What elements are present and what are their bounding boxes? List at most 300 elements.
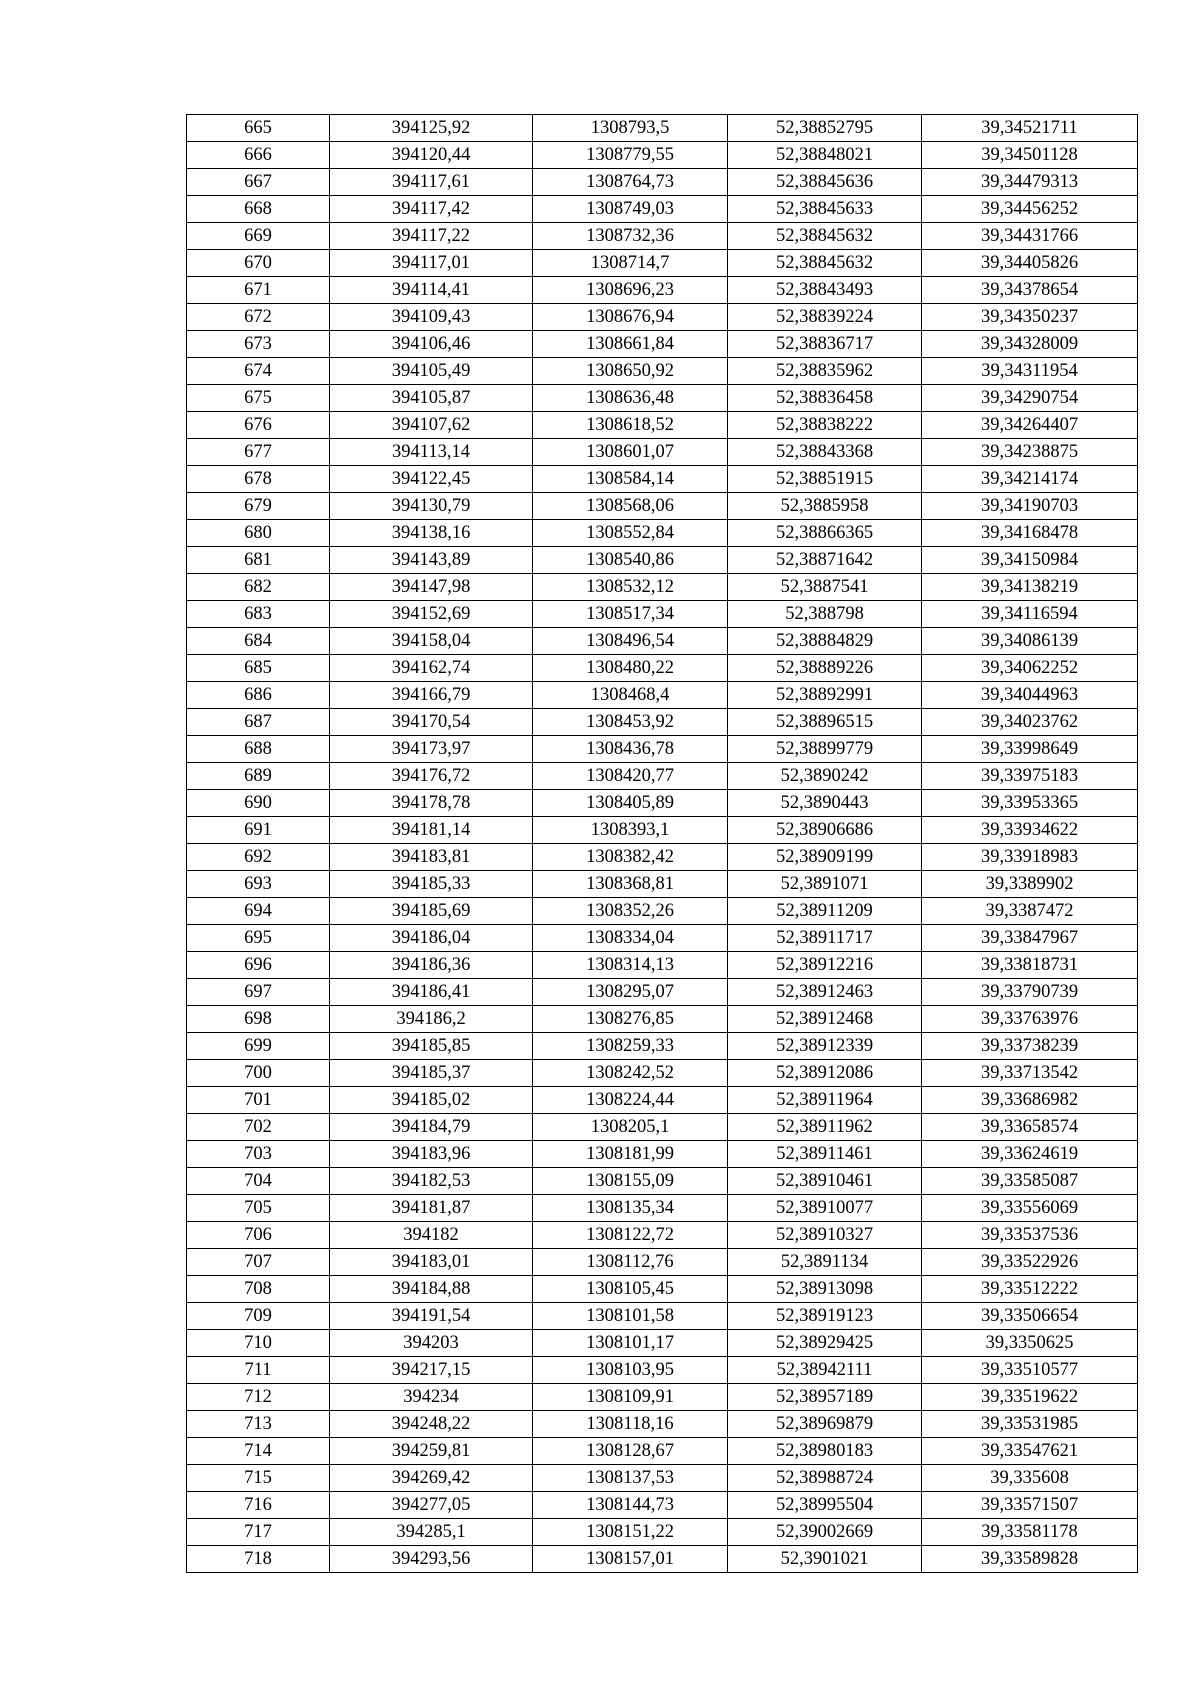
x-coordinate-cell: 394147,98 — [330, 574, 533, 601]
y-coordinate-cell: 1308122,72 — [533, 1222, 728, 1249]
latitude-cell: 52,38892991 — [728, 682, 922, 709]
table-row — [187, 1357, 1138, 1384]
point-number-cell: 690 — [187, 790, 330, 817]
latitude-cell: 52,38911964 — [728, 1087, 922, 1114]
table-row — [187, 412, 1138, 439]
y-coordinate-cell: 1308295,07 — [533, 979, 728, 1006]
latitude-cell: 52,3887541 — [728, 574, 922, 601]
longitude-cell: 39,33531985 — [922, 1411, 1138, 1438]
y-coordinate-cell: 1308105,45 — [533, 1276, 728, 1303]
longitude-cell: 39,33589828 — [922, 1546, 1138, 1573]
longitude-cell: 39,34378654 — [922, 277, 1138, 304]
latitude-cell: 52,3891071 — [728, 871, 922, 898]
longitude-cell: 39,33581178 — [922, 1519, 1138, 1546]
y-coordinate-cell: 1308157,01 — [533, 1546, 728, 1573]
y-coordinate-cell: 1308276,85 — [533, 1006, 728, 1033]
y-coordinate-cell: 1308118,16 — [533, 1411, 728, 1438]
y-coordinate-cell: 1308696,23 — [533, 277, 728, 304]
y-coordinate-cell: 1308552,84 — [533, 520, 728, 547]
x-coordinate-cell: 394181,87 — [330, 1195, 533, 1222]
latitude-cell: 52,38912086 — [728, 1060, 922, 1087]
x-coordinate-cell: 394293,56 — [330, 1546, 533, 1573]
table-row — [187, 925, 1138, 952]
y-coordinate-cell: 1308749,03 — [533, 196, 728, 223]
coordinates-table — [186, 114, 1138, 1573]
longitude-cell: 39,33537536 — [922, 1222, 1138, 1249]
longitude-cell: 39,34190703 — [922, 493, 1138, 520]
y-coordinate-cell: 1308584,14 — [533, 466, 728, 493]
longitude-cell: 39,33519622 — [922, 1384, 1138, 1411]
x-coordinate-cell: 394105,87 — [330, 385, 533, 412]
longitude-cell: 39,34214174 — [922, 466, 1138, 493]
latitude-cell: 52,38912468 — [728, 1006, 922, 1033]
point-number-cell: 696 — [187, 952, 330, 979]
y-coordinate-cell: 1308601,07 — [533, 439, 728, 466]
table-row — [187, 277, 1138, 304]
latitude-cell: 52,38910077 — [728, 1195, 922, 1222]
point-number-cell: 694 — [187, 898, 330, 925]
x-coordinate-cell: 394185,85 — [330, 1033, 533, 1060]
latitude-cell: 52,38988724 — [728, 1465, 922, 1492]
y-coordinate-cell: 1308676,94 — [533, 304, 728, 331]
table-row — [187, 1492, 1138, 1519]
latitude-cell: 52,38912216 — [728, 952, 922, 979]
longitude-cell: 39,33686982 — [922, 1087, 1138, 1114]
x-coordinate-cell: 394173,97 — [330, 736, 533, 763]
latitude-cell: 52,38957189 — [728, 1384, 922, 1411]
x-coordinate-cell: 394185,02 — [330, 1087, 533, 1114]
point-number-cell: 681 — [187, 547, 330, 574]
longitude-cell: 39,33556069 — [922, 1195, 1138, 1222]
longitude-cell: 39,33998649 — [922, 736, 1138, 763]
point-number-cell: 666 — [187, 142, 330, 169]
table-row — [187, 169, 1138, 196]
point-number-cell: 683 — [187, 601, 330, 628]
longitude-cell: 39,33658574 — [922, 1114, 1138, 1141]
x-coordinate-cell: 394184,88 — [330, 1276, 533, 1303]
x-coordinate-cell: 394122,45 — [330, 466, 533, 493]
x-coordinate-cell: 394269,42 — [330, 1465, 533, 1492]
latitude-cell: 52,38845632 — [728, 250, 922, 277]
y-coordinate-cell: 1308103,95 — [533, 1357, 728, 1384]
longitude-cell: 39,34405826 — [922, 250, 1138, 277]
table-row — [187, 817, 1138, 844]
table-row — [187, 331, 1138, 358]
table-row — [187, 790, 1138, 817]
y-coordinate-cell: 1308650,92 — [533, 358, 728, 385]
table-row — [187, 628, 1138, 655]
table-row — [187, 1168, 1138, 1195]
x-coordinate-cell: 394186,36 — [330, 952, 533, 979]
latitude-cell: 52,38910461 — [728, 1168, 922, 1195]
table-row — [187, 115, 1138, 142]
longitude-cell: 39,34116594 — [922, 601, 1138, 628]
point-number-cell: 711 — [187, 1357, 330, 1384]
table-row — [187, 547, 1138, 574]
x-coordinate-cell: 394234 — [330, 1384, 533, 1411]
y-coordinate-cell: 1308496,54 — [533, 628, 728, 655]
point-number-cell: 691 — [187, 817, 330, 844]
table-row — [187, 493, 1138, 520]
latitude-cell: 52,38884829 — [728, 628, 922, 655]
y-coordinate-cell: 1308137,53 — [533, 1465, 728, 1492]
latitude-cell: 52,38835962 — [728, 358, 922, 385]
latitude-cell: 52,38845632 — [728, 223, 922, 250]
latitude-cell: 52,38836458 — [728, 385, 922, 412]
x-coordinate-cell: 394186,04 — [330, 925, 533, 952]
longitude-cell: 39,33975183 — [922, 763, 1138, 790]
latitude-cell: 52,3890443 — [728, 790, 922, 817]
table-row — [187, 250, 1138, 277]
y-coordinate-cell: 1308540,86 — [533, 547, 728, 574]
table-row — [187, 844, 1138, 871]
x-coordinate-cell: 394138,16 — [330, 520, 533, 547]
x-coordinate-cell: 394203 — [330, 1330, 533, 1357]
point-number-cell: 682 — [187, 574, 330, 601]
point-number-cell: 707 — [187, 1249, 330, 1276]
table-row — [187, 358, 1138, 385]
x-coordinate-cell: 394182,53 — [330, 1168, 533, 1195]
table-row — [187, 1303, 1138, 1330]
x-coordinate-cell: 394130,79 — [330, 493, 533, 520]
point-number-cell: 701 — [187, 1087, 330, 1114]
x-coordinate-cell: 394152,69 — [330, 601, 533, 628]
x-coordinate-cell: 394113,14 — [330, 439, 533, 466]
y-coordinate-cell: 1308368,81 — [533, 871, 728, 898]
x-coordinate-cell: 394117,22 — [330, 223, 533, 250]
table-row — [187, 1330, 1138, 1357]
table-row — [187, 1006, 1138, 1033]
table-row — [187, 439, 1138, 466]
latitude-cell: 52,38852795 — [728, 115, 922, 142]
longitude-cell: 39,33847967 — [922, 925, 1138, 952]
point-number-cell: 680 — [187, 520, 330, 547]
x-coordinate-cell: 394105,49 — [330, 358, 533, 385]
x-coordinate-cell: 394117,61 — [330, 169, 533, 196]
point-number-cell: 692 — [187, 844, 330, 871]
y-coordinate-cell: 1308436,78 — [533, 736, 728, 763]
table-row — [187, 1519, 1138, 1546]
x-coordinate-cell: 394114,41 — [330, 277, 533, 304]
x-coordinate-cell: 394107,62 — [330, 412, 533, 439]
x-coordinate-cell: 394117,01 — [330, 250, 533, 277]
latitude-cell: 52,38851915 — [728, 466, 922, 493]
latitude-cell: 52,38889226 — [728, 655, 922, 682]
y-coordinate-cell: 1308112,76 — [533, 1249, 728, 1276]
point-number-cell: 669 — [187, 223, 330, 250]
y-coordinate-cell: 1308101,17 — [533, 1330, 728, 1357]
table-row — [187, 736, 1138, 763]
y-coordinate-cell: 1308732,36 — [533, 223, 728, 250]
x-coordinate-cell: 394185,33 — [330, 871, 533, 898]
point-number-cell: 671 — [187, 277, 330, 304]
point-number-cell: 672 — [187, 304, 330, 331]
latitude-cell: 52,38910327 — [728, 1222, 922, 1249]
latitude-cell: 52,38969879 — [728, 1411, 922, 1438]
y-coordinate-cell: 1308334,04 — [533, 925, 728, 952]
x-coordinate-cell: 394248,22 — [330, 1411, 533, 1438]
table-row — [187, 1465, 1138, 1492]
latitude-cell: 52,38845636 — [728, 169, 922, 196]
longitude-cell: 39,34086139 — [922, 628, 1138, 655]
point-number-cell: 665 — [187, 115, 330, 142]
x-coordinate-cell: 394185,69 — [330, 898, 533, 925]
point-number-cell: 717 — [187, 1519, 330, 1546]
point-number-cell: 699 — [187, 1033, 330, 1060]
x-coordinate-cell: 394106,46 — [330, 331, 533, 358]
y-coordinate-cell: 1308242,52 — [533, 1060, 728, 1087]
longitude-cell: 39,34044963 — [922, 682, 1138, 709]
point-number-cell: 714 — [187, 1438, 330, 1465]
y-coordinate-cell: 1308468,4 — [533, 682, 728, 709]
latitude-cell: 52,38995504 — [728, 1492, 922, 1519]
x-coordinate-cell: 394181,14 — [330, 817, 533, 844]
point-number-cell: 670 — [187, 250, 330, 277]
x-coordinate-cell: 394259,81 — [330, 1438, 533, 1465]
x-coordinate-cell: 394143,89 — [330, 547, 533, 574]
point-number-cell: 713 — [187, 1411, 330, 1438]
point-number-cell: 709 — [187, 1303, 330, 1330]
point-number-cell: 715 — [187, 1465, 330, 1492]
point-number-cell: 677 — [187, 439, 330, 466]
longitude-cell: 39,34456252 — [922, 196, 1138, 223]
y-coordinate-cell: 1308144,73 — [533, 1492, 728, 1519]
table-row — [187, 952, 1138, 979]
latitude-cell: 52,38929425 — [728, 1330, 922, 1357]
latitude-cell: 52,38848021 — [728, 142, 922, 169]
latitude-cell: 52,38911209 — [728, 898, 922, 925]
longitude-cell: 39,34238875 — [922, 439, 1138, 466]
x-coordinate-cell: 394185,37 — [330, 1060, 533, 1087]
longitude-cell: 39,34501128 — [922, 142, 1138, 169]
point-number-cell: 679 — [187, 493, 330, 520]
table-row — [187, 142, 1138, 169]
x-coordinate-cell: 394217,15 — [330, 1357, 533, 1384]
y-coordinate-cell: 1308661,84 — [533, 331, 728, 358]
table-row — [187, 1222, 1138, 1249]
x-coordinate-cell: 394183,96 — [330, 1141, 533, 1168]
latitude-cell: 52,3891134 — [728, 1249, 922, 1276]
x-coordinate-cell: 394166,79 — [330, 682, 533, 709]
y-coordinate-cell: 1308135,34 — [533, 1195, 728, 1222]
latitude-cell: 52,38836717 — [728, 331, 922, 358]
latitude-cell: 52,3890242 — [728, 763, 922, 790]
table-row — [187, 1276, 1138, 1303]
point-number-cell: 678 — [187, 466, 330, 493]
point-number-cell: 674 — [187, 358, 330, 385]
latitude-cell: 52,38871642 — [728, 547, 922, 574]
y-coordinate-cell: 1308352,26 — [533, 898, 728, 925]
x-coordinate-cell: 394186,41 — [330, 979, 533, 1006]
table-row — [187, 871, 1138, 898]
longitude-cell: 39,34311954 — [922, 358, 1138, 385]
y-coordinate-cell: 1308714,7 — [533, 250, 728, 277]
longitude-cell: 39,33624619 — [922, 1141, 1138, 1168]
y-coordinate-cell: 1308568,06 — [533, 493, 728, 520]
point-number-cell: 673 — [187, 331, 330, 358]
table-row — [187, 223, 1138, 250]
longitude-cell: 39,34521711 — [922, 115, 1138, 142]
table-row — [187, 520, 1138, 547]
table-row — [187, 1060, 1138, 1087]
longitude-cell: 39,34138219 — [922, 574, 1138, 601]
y-coordinate-cell: 1308259,33 — [533, 1033, 728, 1060]
x-coordinate-cell: 394120,44 — [330, 142, 533, 169]
point-number-cell: 700 — [187, 1060, 330, 1087]
y-coordinate-cell: 1308420,77 — [533, 763, 728, 790]
longitude-cell: 39,34328009 — [922, 331, 1138, 358]
latitude-cell: 52,38896515 — [728, 709, 922, 736]
x-coordinate-cell: 394277,05 — [330, 1492, 533, 1519]
latitude-cell: 52,38911717 — [728, 925, 922, 952]
y-coordinate-cell: 1308101,58 — [533, 1303, 728, 1330]
point-number-cell: 708 — [187, 1276, 330, 1303]
longitude-cell: 39,33918983 — [922, 844, 1138, 871]
point-number-cell: 675 — [187, 385, 330, 412]
latitude-cell: 52,38843493 — [728, 277, 922, 304]
table-row — [187, 601, 1138, 628]
table-row — [187, 1384, 1138, 1411]
latitude-cell: 52,38838222 — [728, 412, 922, 439]
latitude-cell: 52,38906686 — [728, 817, 922, 844]
y-coordinate-cell: 1308779,55 — [533, 142, 728, 169]
x-coordinate-cell: 394176,72 — [330, 763, 533, 790]
point-number-cell: 676 — [187, 412, 330, 439]
point-number-cell: 695 — [187, 925, 330, 952]
x-coordinate-cell: 394125,92 — [330, 115, 533, 142]
latitude-cell: 52,38839224 — [728, 304, 922, 331]
table-row — [187, 1033, 1138, 1060]
longitude-cell: 39,3350625 — [922, 1330, 1138, 1357]
point-number-cell: 702 — [187, 1114, 330, 1141]
point-number-cell: 686 — [187, 682, 330, 709]
y-coordinate-cell: 1308793,5 — [533, 115, 728, 142]
longitude-cell: 39,33738239 — [922, 1033, 1138, 1060]
coordinates-table-body — [187, 115, 1138, 1573]
table-row — [187, 709, 1138, 736]
y-coordinate-cell: 1308382,42 — [533, 844, 728, 871]
table-row — [187, 1438, 1138, 1465]
x-coordinate-cell: 394182 — [330, 1222, 533, 1249]
longitude-cell: 39,33790739 — [922, 979, 1138, 1006]
x-coordinate-cell: 394170,54 — [330, 709, 533, 736]
y-coordinate-cell: 1308314,13 — [533, 952, 728, 979]
y-coordinate-cell: 1308618,52 — [533, 412, 728, 439]
latitude-cell: 52,38912339 — [728, 1033, 922, 1060]
point-number-cell: 712 — [187, 1384, 330, 1411]
y-coordinate-cell: 1308155,09 — [533, 1168, 728, 1195]
table-row — [187, 1141, 1138, 1168]
longitude-cell: 39,33571507 — [922, 1492, 1138, 1519]
longitude-cell: 39,33510577 — [922, 1357, 1138, 1384]
longitude-cell: 39,34150984 — [922, 547, 1138, 574]
y-coordinate-cell: 1308109,91 — [533, 1384, 728, 1411]
point-number-cell: 684 — [187, 628, 330, 655]
x-coordinate-cell: 394162,74 — [330, 655, 533, 682]
y-coordinate-cell: 1308181,99 — [533, 1141, 728, 1168]
longitude-cell: 39,34431766 — [922, 223, 1138, 250]
longitude-cell: 39,34290754 — [922, 385, 1138, 412]
x-coordinate-cell: 394186,2 — [330, 1006, 533, 1033]
latitude-cell: 52,38912463 — [728, 979, 922, 1006]
table-row — [187, 763, 1138, 790]
table-row — [187, 682, 1138, 709]
longitude-cell: 39,34062252 — [922, 655, 1138, 682]
table-row — [187, 898, 1138, 925]
x-coordinate-cell: 394158,04 — [330, 628, 533, 655]
latitude-cell: 52,388798 — [728, 601, 922, 628]
point-number-cell: 710 — [187, 1330, 330, 1357]
point-number-cell: 716 — [187, 1492, 330, 1519]
y-coordinate-cell: 1308480,22 — [533, 655, 728, 682]
longitude-cell: 39,33818731 — [922, 952, 1138, 979]
table-row — [187, 1087, 1138, 1114]
y-coordinate-cell: 1308151,22 — [533, 1519, 728, 1546]
table-row — [187, 1195, 1138, 1222]
latitude-cell: 52,38899779 — [728, 736, 922, 763]
longitude-cell: 39,33522926 — [922, 1249, 1138, 1276]
latitude-cell: 52,38845633 — [728, 196, 922, 223]
point-number-cell: 703 — [187, 1141, 330, 1168]
table-row — [187, 1249, 1138, 1276]
longitude-cell: 39,33713542 — [922, 1060, 1138, 1087]
latitude-cell: 52,38911962 — [728, 1114, 922, 1141]
longitude-cell: 39,33763976 — [922, 1006, 1138, 1033]
latitude-cell: 52,38843368 — [728, 439, 922, 466]
y-coordinate-cell: 1308405,89 — [533, 790, 728, 817]
longitude-cell: 39,33512222 — [922, 1276, 1138, 1303]
latitude-cell: 52,38909199 — [728, 844, 922, 871]
table-row — [187, 1411, 1138, 1438]
longitude-cell: 39,34264407 — [922, 412, 1138, 439]
point-number-cell: 705 — [187, 1195, 330, 1222]
y-coordinate-cell: 1308205,1 — [533, 1114, 728, 1141]
table-row — [187, 574, 1138, 601]
latitude-cell: 52,38866365 — [728, 520, 922, 547]
longitude-cell: 39,3389902 — [922, 871, 1138, 898]
longitude-cell: 39,34023762 — [922, 709, 1138, 736]
x-coordinate-cell: 394183,01 — [330, 1249, 533, 1276]
table-row — [187, 196, 1138, 223]
x-coordinate-cell: 394109,43 — [330, 304, 533, 331]
longitude-cell: 39,3387472 — [922, 898, 1138, 925]
point-number-cell: 668 — [187, 196, 330, 223]
table-row — [187, 466, 1138, 493]
longitude-cell: 39,335608 — [922, 1465, 1138, 1492]
y-coordinate-cell: 1308517,34 — [533, 601, 728, 628]
longitude-cell: 39,33506654 — [922, 1303, 1138, 1330]
latitude-cell: 52,3885958 — [728, 493, 922, 520]
point-number-cell: 698 — [187, 1006, 330, 1033]
table-row — [187, 304, 1138, 331]
point-number-cell: 689 — [187, 763, 330, 790]
longitude-cell: 39,34479313 — [922, 169, 1138, 196]
latitude-cell: 52,38911461 — [728, 1141, 922, 1168]
point-number-cell: 667 — [187, 169, 330, 196]
x-coordinate-cell: 394117,42 — [330, 196, 533, 223]
x-coordinate-cell: 394191,54 — [330, 1303, 533, 1330]
y-coordinate-cell: 1308224,44 — [533, 1087, 728, 1114]
y-coordinate-cell: 1308532,12 — [533, 574, 728, 601]
y-coordinate-cell: 1308636,48 — [533, 385, 728, 412]
point-number-cell: 706 — [187, 1222, 330, 1249]
point-number-cell: 704 — [187, 1168, 330, 1195]
latitude-cell: 52,38913098 — [728, 1276, 922, 1303]
latitude-cell: 52,38942111 — [728, 1357, 922, 1384]
longitude-cell: 39,34168478 — [922, 520, 1138, 547]
x-coordinate-cell: 394184,79 — [330, 1114, 533, 1141]
table-row — [187, 385, 1138, 412]
